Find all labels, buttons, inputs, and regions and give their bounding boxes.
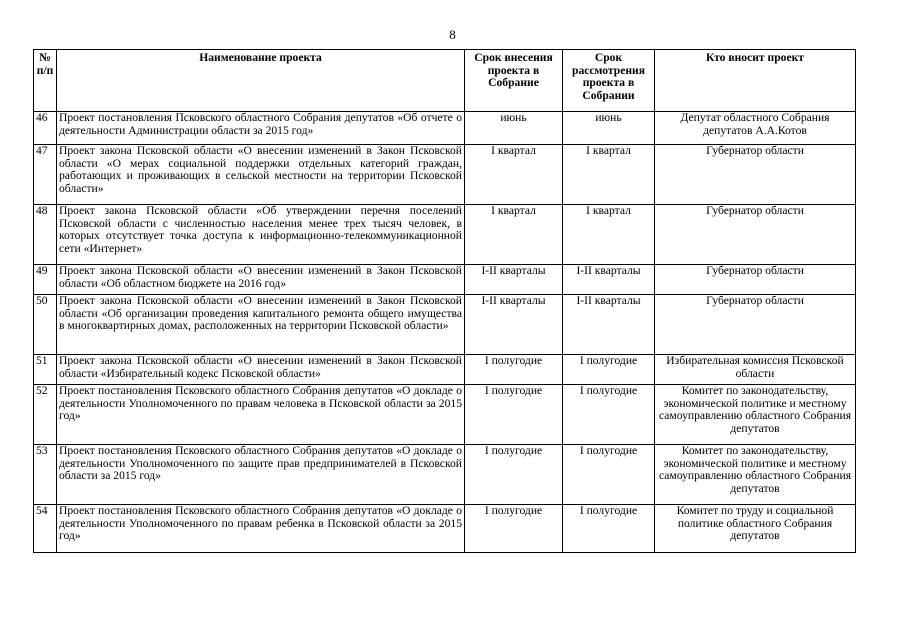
table-row	[34, 265, 856, 295]
review-term: I полугодие	[563, 355, 655, 385]
project-name: Проект закона Псковской области «Об утверждении перечня поселений Псковской области с численностью населения менее трех тысяч человек, в которых отсутствует точка доступа к информационно-телекоммуникационной сети «Интернет»	[57, 205, 465, 265]
table-row	[34, 505, 856, 553]
submit-term: I полугодие	[465, 355, 563, 385]
projects-table	[33, 49, 856, 553]
table-row	[34, 445, 856, 505]
submitter: Комитет по законодательству, экономической политике и местному самоуправлению областного Собрания депутатов	[655, 445, 856, 505]
submit-term: I полугодие	[465, 385, 563, 445]
submit-term: I квартал	[465, 205, 563, 265]
submit-term: I-II кварталы	[465, 295, 563, 355]
submitter: Комитет по труду и социальной политике областного Собрания депутатов	[655, 505, 856, 553]
table-row	[34, 295, 856, 355]
review-term: I полугодие	[563, 385, 655, 445]
submitter: Депутат областного Собрания депутатов А.А.Котов	[655, 112, 856, 145]
review-term: I полугодие	[563, 445, 655, 505]
table-row	[34, 385, 856, 445]
table-body	[34, 112, 856, 553]
project-name: Проект закона Псковской области «О внесении изменений в Закон Псковской области «Избирательный кодекс Псковской области»	[57, 355, 465, 385]
submitter: Губернатор области	[655, 265, 856, 295]
row-number: 52	[34, 385, 57, 445]
submit-term: I полугодие	[465, 505, 563, 553]
project-name: Проект постановления Псковского областного Собрания депутатов «О докладе о деятельности Уполномоченного по правам ребенка в Псковской области за 2015 год»	[57, 505, 465, 553]
table-row	[34, 112, 856, 145]
header-review-term: Срок рассмотрения проекта в Собрании	[563, 50, 655, 112]
submit-term: I полугодие	[465, 445, 563, 505]
row-number: 54	[34, 505, 57, 553]
row-number: 49	[34, 265, 57, 295]
header-submit-term: Срок внесения проекта в Собрание	[465, 50, 563, 112]
submitter: Губернатор области	[655, 145, 856, 205]
page-number: 8	[449, 27, 456, 42]
row-number: 53	[34, 445, 57, 505]
project-name: Проект закона Псковской области «О внесении изменений в Закон Псковской области «Об областном бюджете на 2016 год»	[57, 265, 465, 295]
table-row	[34, 205, 856, 265]
project-name: Проект закона Псковской области «О внесении изменений в Закон Псковской области «Об организации проведения капитального ремонта общего имущества в многоквартирных домах, расположенных на территории Псковской области»	[57, 295, 465, 355]
submit-term: I квартал	[465, 145, 563, 205]
header-num: № п/п	[34, 50, 57, 112]
project-name: Проект постановления Псковского областного Собрания депутатов «О докладе о деятельности Уполномоченного по правам человека в Псковской области за 2015 год»	[57, 385, 465, 445]
table-row	[34, 145, 856, 205]
row-number: 46	[34, 112, 57, 145]
review-term: I полугодие	[563, 505, 655, 553]
table-row	[34, 355, 856, 385]
table-header-row	[34, 50, 856, 112]
header-name: Наименование проекта	[57, 50, 465, 112]
row-number: 47	[34, 145, 57, 205]
submitter: Избирательная комиссия Псковской области	[655, 355, 856, 385]
submitter: Комитет по законодательству, экономической политике и местному самоуправлению областного Собрания депутатов	[655, 385, 856, 445]
row-number: 48	[34, 205, 57, 265]
submit-term: I-II кварталы	[465, 265, 563, 295]
review-term: I квартал	[563, 145, 655, 205]
submit-term: июнь	[465, 112, 563, 145]
row-number: 50	[34, 295, 57, 355]
project-name: Проект закона Псковской области «О внесении изменений в Закон Псковской области «О мерах социальной поддержки отдельных категорий граждан, работающих и проживающих в сельской местности на территории Псковской области»	[57, 145, 465, 205]
review-term: I-II кварталы	[563, 295, 655, 355]
header-submitter: Кто вносит проект	[655, 50, 856, 112]
submitter: Губернатор области	[655, 205, 856, 265]
review-term: I квартал	[563, 205, 655, 265]
review-term: июнь	[563, 112, 655, 145]
project-name: Проект постановления Псковского областного Собрания депутатов «О докладе о деятельности Уполномоченного по защите прав предпринимателей в Псковской области за 2015 год»	[57, 445, 465, 505]
project-name: Проект постановления Псковского областного Собрания депутатов «Об отчете о деятельности Администрации области за 2015 год»	[57, 112, 465, 145]
review-term: I-II кварталы	[563, 265, 655, 295]
submitter: Губернатор области	[655, 295, 856, 355]
row-number: 51	[34, 355, 57, 385]
